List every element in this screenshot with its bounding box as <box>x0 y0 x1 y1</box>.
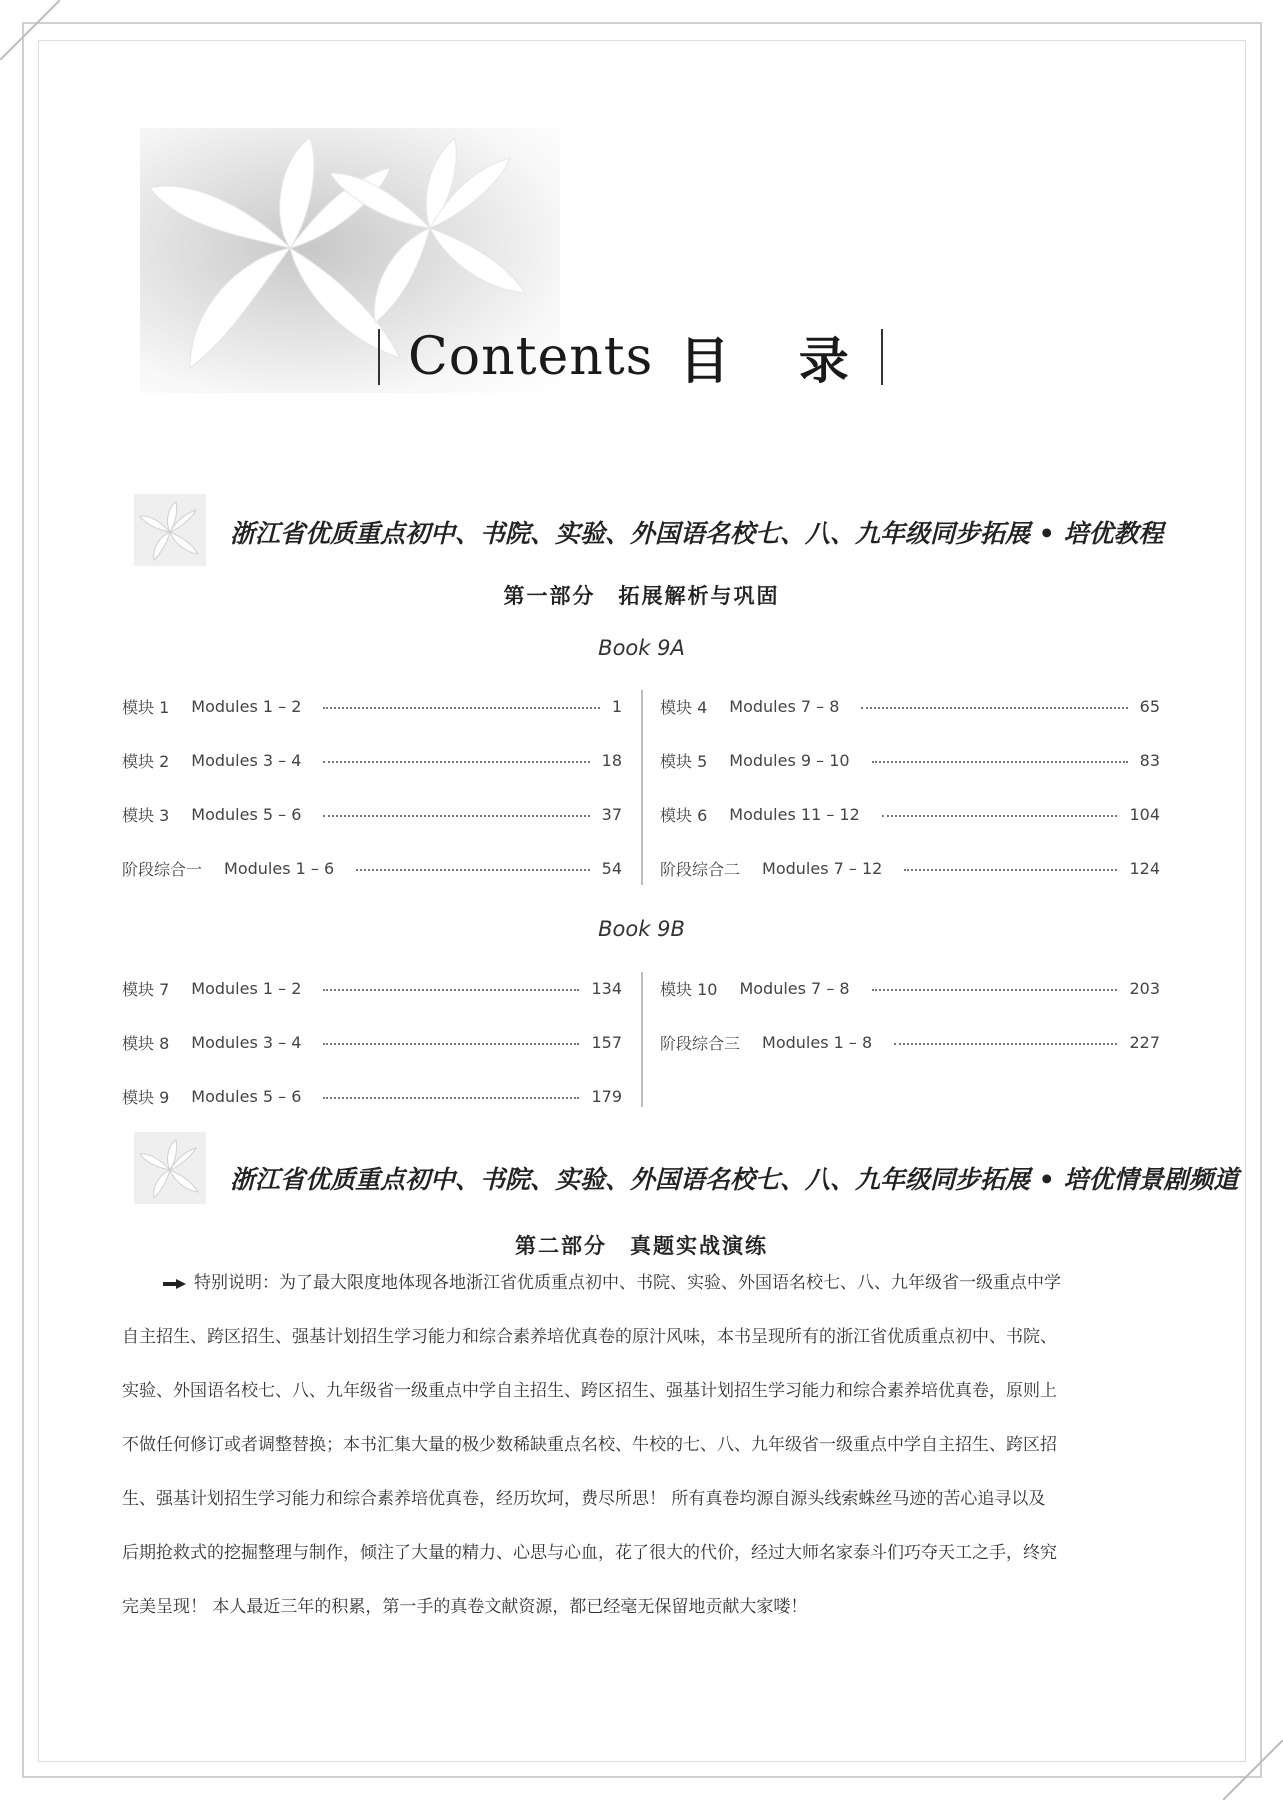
book-9b-title: Book 9B <box>598 917 685 941</box>
contents-heading <box>378 326 883 388</box>
note-line: 自主招生、跨区招生、强基计划招生学习能力和综合素养培优真卷的原汁风味，本书呈现所有的浙江省优质重点初中、书院、 <box>122 1327 1057 1347</box>
toc-divider <box>641 690 643 885</box>
corner-fold-bottom-right <box>1223 1740 1283 1800</box>
toc-entry[interactable]: 模块 5 Modules 9 – 10 83 <box>660 750 1160 771</box>
section-1-title: 浙江省优质重点初中、书院、实验、外国语名校七、八、九年级同步拓展 • 培优教程 <box>230 519 1164 548</box>
part-2-title: 第二部分 真题实战演练 <box>515 1234 768 1258</box>
toc-entry[interactable]: 模块 1 Modules 1 – 2 1 <box>122 696 622 717</box>
section-1-header <box>130 490 1180 570</box>
toc-entry[interactable]: 模块 6 Modules 11 – 12 104 <box>660 804 1160 825</box>
note-line: 特别说明：为了最大限度地体现各地浙江省优质重点初中、书院、实验、外国语名校七、八、九年级省一级重点中学 <box>122 1268 1162 1322</box>
special-note <box>122 1268 1162 1646</box>
heading-bar-right <box>881 329 883 385</box>
note-line: 完美呈现！ 本人最近三年的积累，第一手的真卷文献资源，都已经毫无保留地贡献大家喽！ <box>122 1597 808 1617</box>
flower-icon <box>130 490 210 570</box>
note-line: 不做任何修订或者调整替换；本书汇集大量的极少数稀缺重点名校、牛校的七、八、九年级省一级重点中学自主招生、跨区招 <box>122 1435 1057 1455</box>
contents-title-en: Contents <box>408 327 654 387</box>
corner-fold-top-left <box>0 0 60 60</box>
toc-divider <box>641 972 643 1107</box>
section-2-header <box>130 1128 1239 1208</box>
toc-entry[interactable]: 模块 7 Modules 1 – 2 134 <box>122 978 622 999</box>
toc-entry[interactable]: 模块 8 Modules 3 – 4 157 <box>122 1032 622 1053</box>
toc-entry[interactable]: 阶段综合二 Modules 7 – 12 124 <box>660 858 1160 879</box>
pointing-hand-icon <box>162 1274 188 1294</box>
section-2-title: 浙江省优质重点初中、书院、实验、外国语名校七、八、九年级同步拓展 • 培优情景剧频道 <box>230 1165 1239 1194</box>
toc-entry[interactable]: 阶段综合一 Modules 1 – 6 54 <box>122 858 622 879</box>
note-line: 实验、外国语名校七、八、九年级省一级重点中学自主招生、跨区招生、强基计划招生学习能力和综合素养培优真卷，原则上 <box>122 1381 1057 1401</box>
heading-bar-left <box>378 329 380 385</box>
toc-entry[interactable]: 模块 4 Modules 7 – 8 65 <box>660 696 1160 717</box>
note-line: 生、强基计划招生学习能力和综合素养培优真卷，经历坎坷，费尽所思！ 所有真卷均源自源头线索蛛丝马迹的苦心追寻以及 <box>122 1489 1046 1509</box>
toc-entry[interactable]: 模块 3 Modules 5 – 6 37 <box>122 804 622 825</box>
flower-icon <box>130 1128 210 1208</box>
toc-entry[interactable]: 模块 9 Modules 5 – 6 179 <box>122 1086 622 1107</box>
toc-entry[interactable]: 模块 10 Modules 7 – 8 203 <box>660 978 1160 999</box>
toc-entry[interactable]: 阶段综合三 Modules 1 – 8 227 <box>660 1032 1160 1053</box>
contents-title-zh: 目 录 <box>679 331 875 390</box>
book-9a-title: Book 9A <box>598 636 685 660</box>
part-1-title: 第一部分 拓展解析与巩固 <box>503 584 780 608</box>
toc-entry[interactable]: 模块 2 Modules 3 – 4 18 <box>122 750 622 771</box>
note-line: 后期抢救式的挖掘整理与制作，倾注了大量的精力、心思与心血，花了很大的代价，经过大师名家泰斗们巧夺天工之手，终究 <box>122 1543 1057 1563</box>
